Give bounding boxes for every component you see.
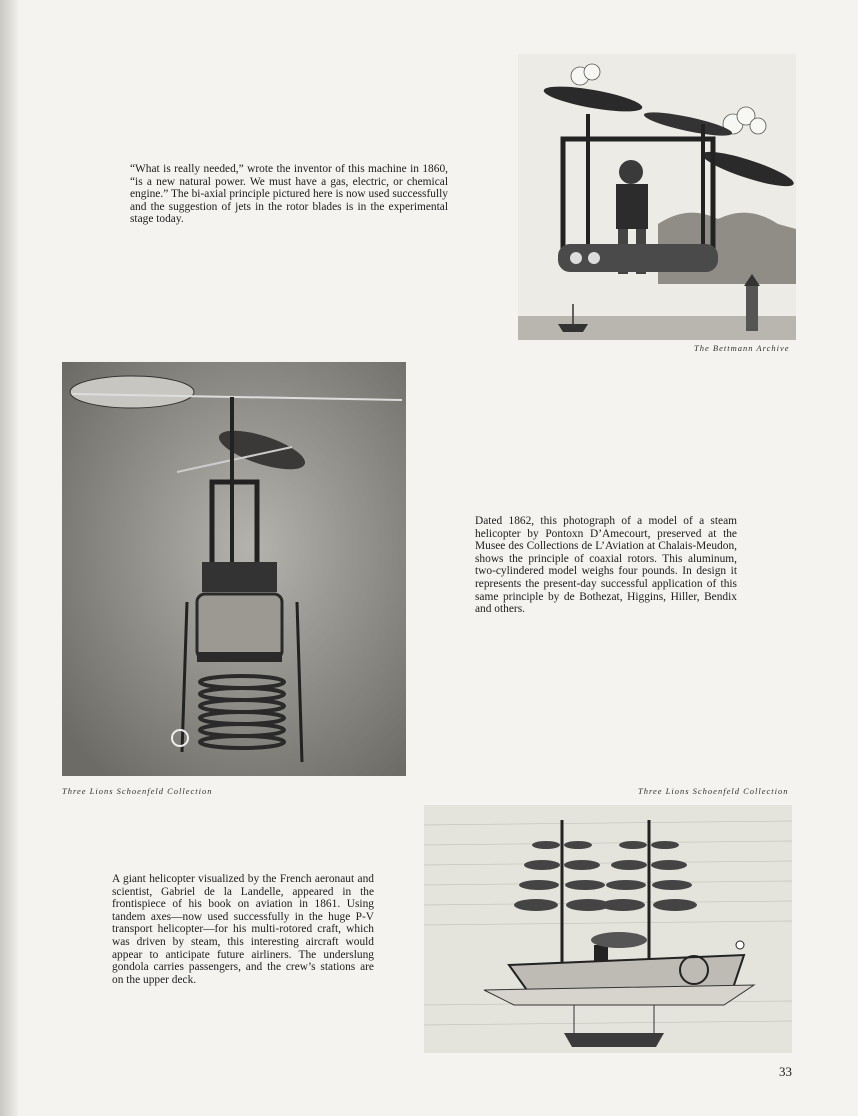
- illustration-biaxial-machine: [518, 54, 796, 340]
- photo-credit-middle: Three Lions Schoenfeld Collection: [62, 786, 213, 796]
- page-number: 33: [779, 1064, 792, 1079]
- caption-middle: Dated 1862, this photograph of a model of a steam helicopter by Pontoxn D’Amecourt, preserved at the Musee des Collections de L’Aviation at Chalais-Meudon, shows the principle of coaxial rotors. This aluminum, two-cylindered model weighs four pounds. In design it represents the present-day successful application of this same principle by de Bothezat, Higgins, Hiller, Bendix and others.: [475, 515, 737, 616]
- photo-credit-bottom: Three Lions Schoenfeld Collection: [638, 786, 789, 796]
- caption-top: “What is really needed,” wrote the inventor of this machine in 1860, “is a new natural power. We must have a gas, electric, or chemical engine.” The bi-axial principle pictured here is now used successfully and the suggestion of jets in the rotor blades is in the experimental stage today.: [130, 163, 448, 226]
- photo-steam-helicopter-model: [62, 362, 406, 776]
- caption-bottom: A giant helicopter visualized by the French aeronaut and scientist, Gabriel de la Landelle, appeared in the frontispiece of his book on aviation in 1861. Using tandem axes—now used successfully in the huge P-V transport helicopter—for his multi-rotored craft, which was driven by steam, this interesting aircraft would appear to anticipate future airliners. The underslung gondola carries passengers, and the crew’s stations are on the upper deck.: [112, 873, 374, 986]
- photo-credit-top: The Bettmann Archive: [694, 343, 790, 353]
- illustration-giant-helicopter-ship: [424, 805, 792, 1053]
- page-edge-shadow: [0, 0, 18, 1116]
